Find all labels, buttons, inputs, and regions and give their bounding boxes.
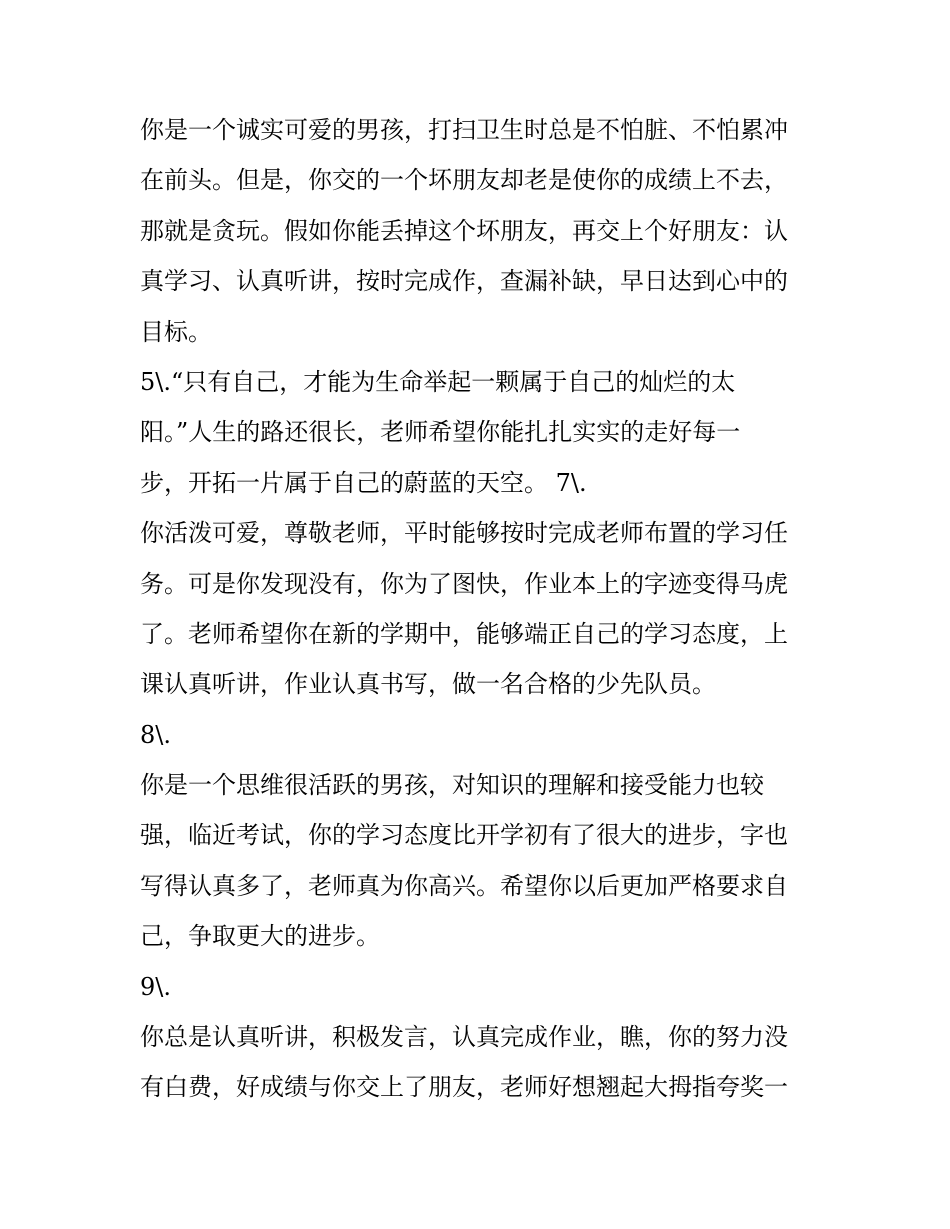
- document-body: [140, 105, 820, 1113]
- text-line: 有白费，好成绩与你交上了朋友，老师好想翘起大拇指夸奖一: [140, 1073, 788, 1102]
- text-line: 强，临近考试，你的学习态度比开学初有了很大的进步，字也: [140, 821, 788, 850]
- text-line: 务。可是你发现没有，你为了图快，作业本上的字迹变得马虎: [140, 569, 788, 598]
- text-line: 阳。”人生的路还很长，老师希望你能扎扎实实的走好每一: [140, 418, 741, 447]
- text-line: 真学习、认真听讲，按时完成作，查漏补缺，早日达到心中的: [140, 267, 788, 296]
- text-line: 了。老师希望你在新的学期中，能够端正自己的学习态度，上: [140, 619, 788, 648]
- text-line: 9\.: [140, 972, 171, 1001]
- text-line: 课认真听讲，作业认真书写，做一名合格的少先队员。: [140, 670, 716, 699]
- text-line: 步，开拓一片属于自己的蔚蓝的天空。 7\.: [140, 468, 587, 497]
- text-line: 在前头。但是，你交的一个坏朋友却老是使你的成绩上不去，: [140, 166, 788, 195]
- text-line: 你是一个诚实可爱的男孩，打扫卫生时总是不怕脏、不怕累冲: [140, 116, 788, 144]
- text-line: 5\.“只有自己，才能为生命举起一颗属于自己的灿烂的太: [140, 367, 736, 396]
- text-line: 你是一个思维很活跃的男孩，对知识的理解和接受能力也较: [140, 771, 764, 800]
- text-line: 写得认真多了，老师真为你高兴。希望你以后更加严格要求自: [140, 871, 788, 900]
- text-line: 你总是认真听讲，积极发言，认真完成作业，瞧，你的努力没: [140, 1023, 788, 1052]
- text-line: 那就是贪玩。假如你能丢掉这个坏朋友，再交上个好朋友：认: [140, 216, 788, 245]
- text-line: 目标。: [140, 317, 212, 346]
- text-line: 己，争取更大的进步。: [140, 922, 380, 951]
- text-line: 你活泼可爱，尊敬老师，平时能够按时完成老师布置的学习任: [140, 519, 788, 548]
- text-line: 8\.: [140, 720, 171, 749]
